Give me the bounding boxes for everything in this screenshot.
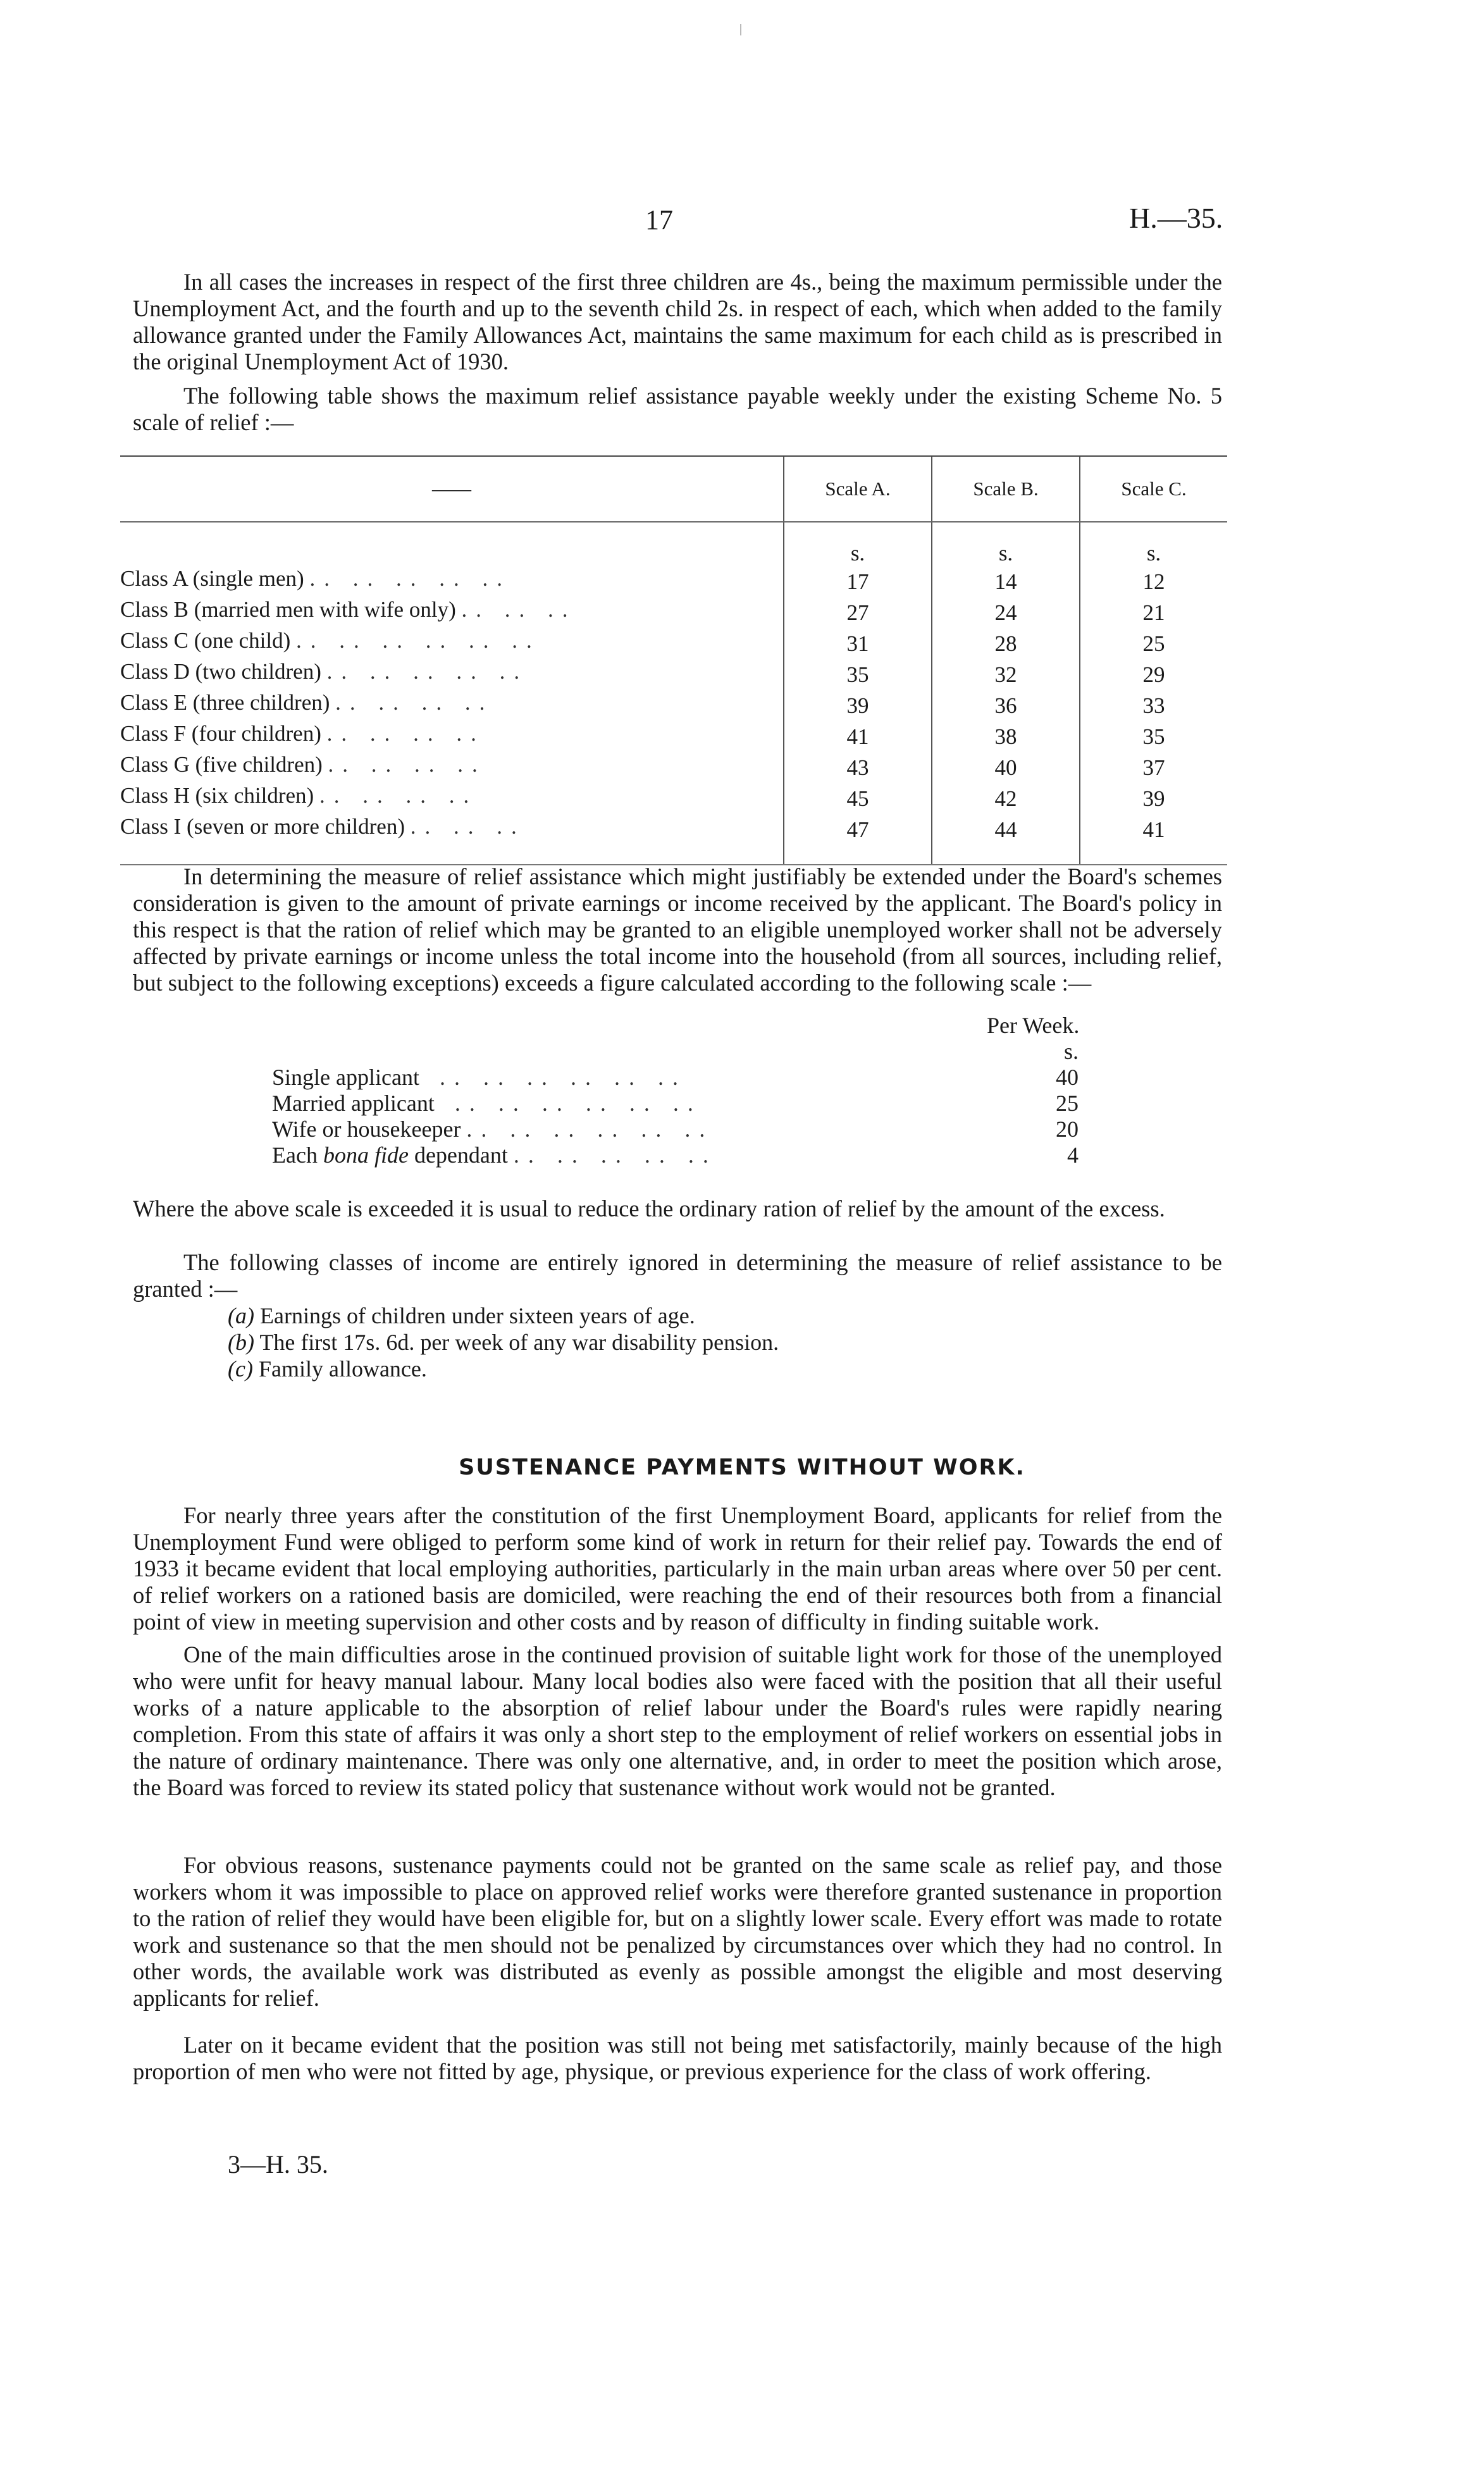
income-label: Each bona fide dependant <box>272 1142 508 1168</box>
section-paragraph-1 <box>133 1502 1222 1635</box>
table-row <box>120 628 1227 659</box>
list-marker: (b) <box>228 1330 254 1355</box>
section-paragraph-1-text: For nearly three years after the constitution of the first Unemployment Board, applicants for relief from the Unemployment Fund were obliged to perform some kind of work in return for their relief pay. Towards the end of 1933 it became evident that local employing authorities, particularly in the main urban areas where over 50 per cent. of relief workers on a rationed basis are domiciled, were reaching the end of their resources both from a financial point of view in meeting supervision and other costs and by reason of difficulty in finding suitable work. <box>133 1502 1222 1635</box>
income-value: 25 <box>1056 1091 1079 1116</box>
table-row <box>120 752 1227 783</box>
section-paragraph-4 <box>133 2032 1222 2085</box>
cell-scale-a: 45 <box>784 783 932 814</box>
unit-cell-b: s. <box>932 522 1080 566</box>
row-label: Class H (six children) .. .. .. .. <box>120 783 478 808</box>
table-row <box>120 597 1227 628</box>
row-label: Class I (seven or more children) .. .. .. <box>120 814 784 865</box>
income-value: 40 <box>1056 1065 1079 1090</box>
income-label: Single applicant <box>272 1065 419 1090</box>
row-label: Class B (married men with wife only) .. .. .. <box>120 597 577 622</box>
list-item: Wife or housekeeper .. .. .. .. .. .. 20 <box>272 1116 1079 1142</box>
list-item-text: The first 17s. 6d. per week of any war disability pension. <box>259 1330 779 1355</box>
list-item-text: Family allowance. <box>258 1356 427 1382</box>
cell-scale-b: 32 <box>932 659 1080 690</box>
income-label: Married applicant <box>272 1091 435 1116</box>
table-row <box>120 566 1227 597</box>
section-paragraph-2 <box>133 1641 1222 1801</box>
cell-scale-c: 37 <box>1080 752 1227 783</box>
cell-scale-a: 47 <box>784 814 932 865</box>
list-item <box>228 1356 427 1382</box>
cell-scale-a: 35 <box>784 659 932 690</box>
list-item: Single applicant .. .. .. .. .. .. 40 <box>272 1065 1079 1090</box>
list-item-text: Earnings of children under sixteen years of age. <box>259 1303 695 1328</box>
income-label: Wife or housekeeper <box>272 1116 461 1142</box>
column-header-scale-c: Scale C. <box>1080 456 1227 522</box>
cell-scale-a: 39 <box>784 690 932 721</box>
footer-signature: 3—H. 35. <box>228 2150 328 2179</box>
excess-paragraph-text: Where the above scale is exceeded it is usual to reduce the ordinary ration of relief by the amount of the excess. <box>133 1196 1165 1221</box>
cell-scale-a: 27 <box>784 597 932 628</box>
cell-scale-b: 24 <box>932 597 1080 628</box>
column-header-scale-a: Scale A. <box>784 456 932 522</box>
unit-cell-a: s. <box>784 522 932 566</box>
row-label: Class A (single men) .. .. .. .. .. <box>120 566 511 591</box>
cell-scale-a: 43 <box>784 752 932 783</box>
excess-paragraph <box>133 1196 1222 1222</box>
cell-scale-c: 39 <box>1080 783 1227 814</box>
ignored-income-paragraph <box>133 1249 1222 1302</box>
section-paragraph-3-text: For obvious reasons, sustenance payments could not be granted on the same scale as relief pay, and those workers whom it was impossible to place on approved relief works were therefore granted sustenance in proportion to the ration of relief they would have been eligible for, but on a slightly lower scale. Every effort was made to rotate work and sustenance so that the men should not be penalized by circumstances over which they had no control. In other words, the available work was distributed as evenly as possible amongst the eligible and most deserving applicants for relief. <box>133 1852 1222 2011</box>
page-number: 17 <box>645 204 673 235</box>
income-value: 4 <box>1067 1142 1079 1168</box>
list-item <box>228 1329 779 1356</box>
table-header-row <box>120 456 1227 522</box>
intro-paragraph-1-text: In all cases the increases in respect of the first three children are 4s., being the maximum permissible under the Unemployment Act, and the fourth and up to the seventh child 2s. in respect of each, which when added to the family allowance granted under the Family Allowances Act, maintains the same maximum for each child as is prescribed in the original Unemployment Act of 1930. <box>133 269 1222 374</box>
table-row <box>120 690 1227 721</box>
row-label: Class E (three children) .. .. .. .. <box>120 690 494 715</box>
cell-scale-a: 41 <box>784 721 932 752</box>
list-item: Married applicant .. .. .. .. .. .. 25 <box>272 1091 1079 1116</box>
row-label: Class F (four children) .. .. .. .. <box>120 721 485 746</box>
income-value: 20 <box>1056 1116 1079 1142</box>
cell-scale-b: 40 <box>932 752 1080 783</box>
table-row <box>120 659 1227 690</box>
income-scale-unit-row <box>272 1038 1094 1064</box>
column-header-scale-b: Scale B. <box>932 456 1080 522</box>
table-row <box>120 721 1227 752</box>
cell-scale-b: 44 <box>932 814 1080 865</box>
cell-scale-c: 25 <box>1080 628 1227 659</box>
row-label: Class C (one child) .. .. .. .. .. .. <box>120 628 541 653</box>
table-row <box>120 814 1227 865</box>
list-item <box>228 1302 695 1329</box>
unit-row <box>120 522 1227 566</box>
income-scale <box>272 1012 1094 1168</box>
scan-mark <box>740 24 741 35</box>
section-paragraph-4-text: Later on it became evident that the position was still not being met satisfactorily, mainly because of the high proportion of men who were not fitted by age, physique, or previous experience for the class of work offering. <box>133 2032 1222 2084</box>
determining-paragraph <box>133 863 1222 996</box>
list-marker: (a) <box>228 1303 254 1328</box>
relief-scale-table <box>120 455 1227 865</box>
cell-scale-b: 14 <box>932 566 1080 597</box>
section-paragraph-2-text: One of the main difficulties arose in the continued provision of suitable light work for those of the unemployed who were unfit for heavy manual labour. Many local bodies also were faced with the position that all their useful works of a nature applicable to the absorption of relief labour under the Board's rules were rapidly nearing completion. From this state of affairs it was only a short step to the employment of relief workers on essential jobs in the nature of ordinary maintenance. There was only one alternative, and, in order to meet the position which arose, the Board was forced to review its stated policy that sustenance without work would not be granted. <box>133 1641 1222 1800</box>
cell-scale-b: 28 <box>932 628 1080 659</box>
cell-scale-b: 38 <box>932 721 1080 752</box>
row-label: Class D (two children) .. .. .. .. .. <box>120 659 529 684</box>
intro-paragraph-2 <box>133 383 1222 436</box>
blank-header: —— <box>120 456 784 522</box>
row-label: Class G (five children) .. .. .. .. <box>120 752 486 777</box>
cell-scale-c: 35 <box>1080 721 1227 752</box>
table-row <box>120 783 1227 814</box>
list-item: Each bona fide dependant .. .. .. .. .. 4 <box>272 1142 1079 1168</box>
cell-scale-c: 41 <box>1080 814 1227 865</box>
ignored-income-paragraph-text: The following classes of income are entirely ignored in determining the measure of relief assistance to be granted :— <box>133 1249 1222 1302</box>
cell-scale-c: 12 <box>1080 566 1227 597</box>
intro-paragraph-1 <box>133 269 1222 375</box>
section-paragraph-3 <box>133 1852 1222 2012</box>
cell-scale-a: 31 <box>784 628 932 659</box>
cell-scale-a: 17 <box>784 566 932 597</box>
income-unit: s. <box>1063 1039 1079 1064</box>
intro-paragraph-2-text: The following table shows the maximum relief assistance payable weekly under the existing Scheme No. 5 scale of relief :— <box>133 383 1222 435</box>
per-week-header: Per Week. <box>987 1013 1080 1038</box>
cell-scale-c: 29 <box>1080 659 1227 690</box>
unit-row-label <box>120 522 784 566</box>
determining-paragraph-text: In determining the measure of relief assistance which might justifiably be extended under the Board's schemes consideration is given to the amount of private earnings or income received by the applicant. The Board's policy in this respect is that the ration of relief which may be granted to an eligible unemployed worker shall not be adversely affected by private earnings or income unless the total income into the household (from all sources, including relief, but subject to the following exceptions) exceeds a figure calculated according to the following scale :— <box>133 863 1222 996</box>
income-scale-header-row <box>272 1012 1094 1038</box>
section-heading: SUSTENANCE PAYMENTS WITHOUT WORK. <box>459 1455 1025 1480</box>
cell-scale-b: 42 <box>932 783 1080 814</box>
cell-scale-c: 21 <box>1080 597 1227 628</box>
document-reference: H.—35. <box>1129 202 1223 234</box>
list-marker: (c) <box>228 1356 253 1382</box>
unit-cell-c: s. <box>1080 522 1227 566</box>
cell-scale-c: 33 <box>1080 690 1227 721</box>
cell-scale-b: 36 <box>932 690 1080 721</box>
